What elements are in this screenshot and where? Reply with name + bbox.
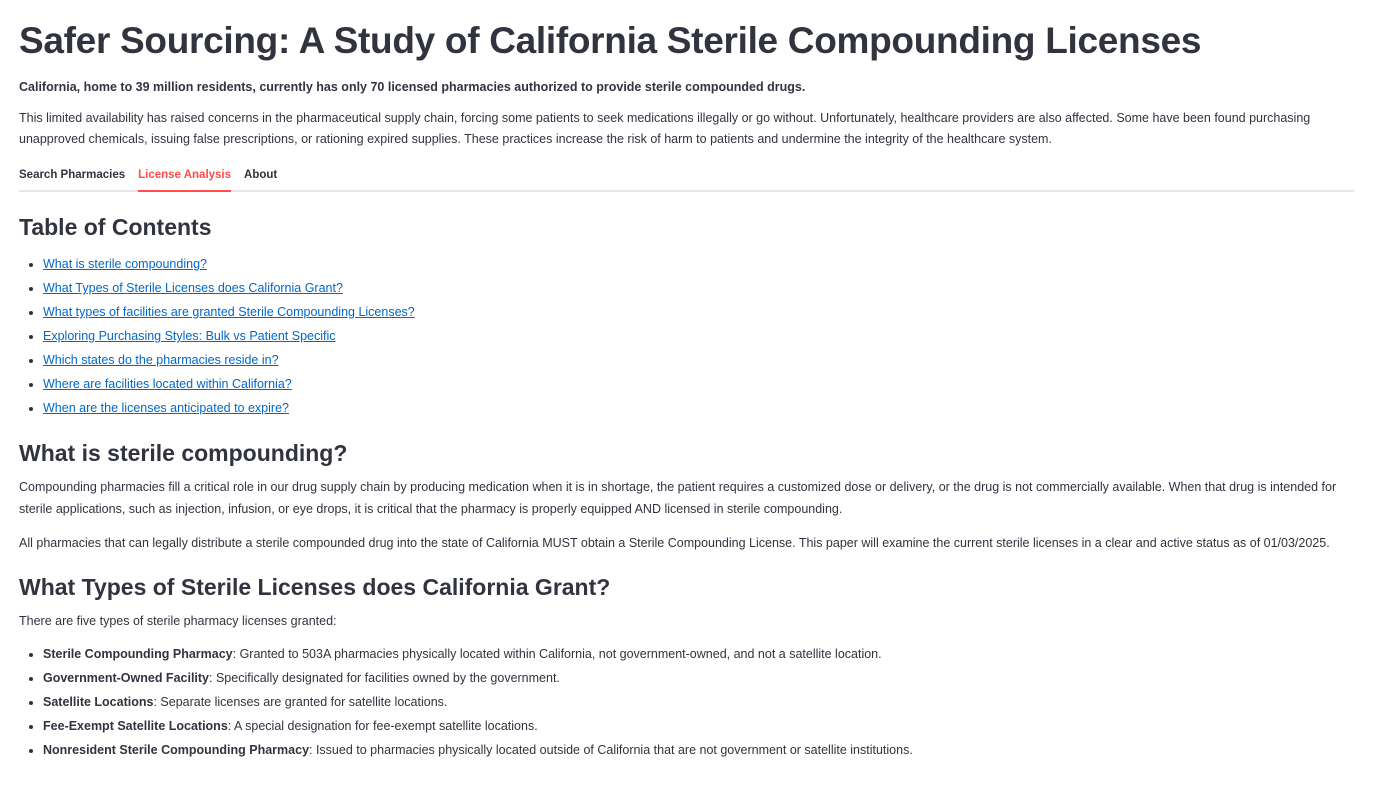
toc-link-california-locations[interactable]: Where are facilities located within California? bbox=[43, 377, 292, 391]
toc-link-facility-types[interactable]: What types of facilities are granted Sterile Compounding Licenses? bbox=[43, 305, 415, 319]
section2-intro: There are five types of sterile pharmacy licenses granted: bbox=[19, 614, 337, 628]
tab-license-analysis[interactable]: License Analysis bbox=[138, 162, 231, 189]
toc-item bbox=[43, 372, 1354, 396]
license-types-list bbox=[19, 642, 1354, 762]
page-title: Safer Sourcing: A Study of California Sterile Compounding Licenses bbox=[19, 20, 1202, 61]
lead-text: California, home to 39 million residents, currently has only 70 licensed pharmacies authorized to provide sterile compounded drugs. bbox=[19, 80, 806, 94]
toc-item bbox=[43, 396, 1354, 420]
tab-about[interactable]: About bbox=[244, 169, 278, 181]
section-heading-license-types: What Types of Sterile Licenses does California Grant? bbox=[19, 574, 611, 600]
license-type-desc: : Separate licenses are granted for satellite locations. bbox=[153, 695, 448, 709]
license-type-term: Nonresident Sterile Compounding Pharmacy bbox=[43, 743, 310, 757]
toc-link-purchasing-styles[interactable]: Exploring Purchasing Styles: Bulk vs Patient Specific bbox=[43, 329, 336, 343]
license-type-desc: : A special designation for fee-exempt satellite locations. bbox=[227, 719, 538, 733]
list-item bbox=[43, 690, 1354, 714]
license-type-desc: : Specifically designated for facilities owned by the government. bbox=[209, 671, 560, 685]
toc-item bbox=[43, 252, 1354, 276]
section1-paragraph-2: All pharmacies that can legally distribute a sterile compounded drug into the state of California MUST obtain a Sterile Compounding License. This paper will examine the current sterile licenses in a clear and active status as of 01/03/2025. bbox=[19, 536, 1330, 550]
license-type-desc: : Granted to 503A pharmacies physically located within California, not government-owned, and not a satellite location. bbox=[232, 647, 882, 661]
list-item bbox=[43, 642, 1354, 666]
toc-item bbox=[43, 300, 1354, 324]
intro-text: This limited availability has raised concerns in the pharmaceutical supply chain, forcing some patients to seek medications illegally or go without. Unfortunately, healthcare providers are also affected. Some have been found purchasing unapproved chemicals, issuing false prescriptions, or rationing expired supplies. These practices increase the risk of harm to patients and undermine the integrity of the healthcare system. bbox=[19, 111, 1311, 146]
toc-item bbox=[43, 348, 1354, 372]
section1-paragraph-1: Compounding pharmacies fill a critical role in our drug supply chain by producing medication when it is in shortage, the patient requires a customized dose or delivery, or the drug is not commercially available. When that drug is intended for sterile applications, such as injection, infusion, or eye drops, it is critical that the pharmacy is properly equipped AND licensed in sterile compounding. bbox=[19, 480, 1337, 516]
license-type-desc: : Issued to pharmacies physically located outside of California that are not government or satellite institutions. bbox=[309, 743, 913, 757]
toc-item bbox=[43, 324, 1354, 348]
license-type-term: Satellite Locations bbox=[43, 695, 154, 709]
tab-search-pharmacies[interactable]: Search Pharmacies bbox=[19, 169, 126, 181]
toc-list bbox=[19, 252, 1354, 420]
license-type-term: Government-Owned Facility bbox=[43, 671, 210, 685]
toc-heading: Table of Contents bbox=[19, 214, 212, 240]
list-item bbox=[43, 666, 1354, 690]
toc-link-license-types[interactable]: What Types of Sterile Licenses does California Grant? bbox=[43, 281, 343, 295]
section-heading-sterile-compounding: What is sterile compounding? bbox=[19, 440, 348, 466]
toc-item bbox=[43, 276, 1354, 300]
toc-link-states[interactable]: Which states do the pharmacies reside in? bbox=[43, 353, 279, 367]
toc-link-expiration[interactable]: When are the licenses anticipated to expire? bbox=[43, 401, 289, 415]
license-type-term: Sterile Compounding Pharmacy bbox=[43, 647, 233, 661]
list-item bbox=[43, 738, 1354, 762]
license-type-term: Fee-Exempt Satellite Locations bbox=[43, 719, 228, 733]
toc-link-sterile-compounding[interactable]: What is sterile compounding? bbox=[43, 257, 207, 271]
tab-bar bbox=[19, 162, 1354, 192]
list-item bbox=[43, 714, 1354, 738]
